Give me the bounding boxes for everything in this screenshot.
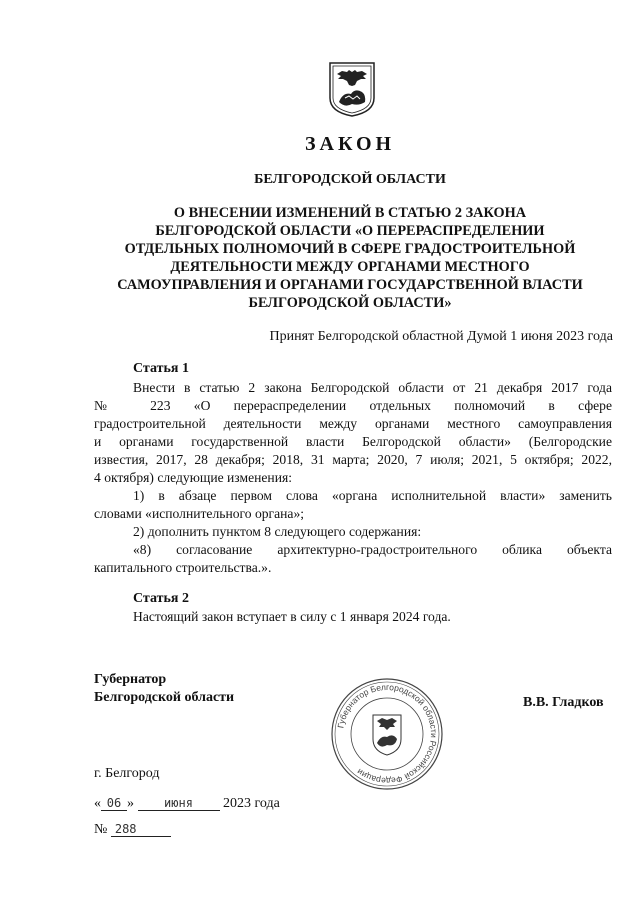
svg-text:Губернатор Белгородской област: Губернатор Белгородской области Российской Федерации: [335, 681, 440, 787]
law-subject-line: О ВНЕСЕНИИ ИЗМЕНЕНИЙ В СТАТЬЮ 2 ЗАКОНА: [173, 205, 527, 221]
date-open-quote: «: [94, 796, 101, 811]
article-1-line: словами «исполнительного органа»;: [94, 506, 305, 521]
law-subject-line: БЕЛГОРОДСКОЙ ОБЛАСТИ «О ПЕРЕРАСПРЕДЕЛЕНИИ: [155, 223, 545, 239]
article-1-line: Внести в статью 2 закона Белгородской области от 21 декабря 2017 года: [133, 380, 612, 395]
date-close-quote: »: [127, 796, 134, 811]
document-type-heading: ЗАКОН: [304, 133, 396, 155]
signer-name: В.В. Гладков: [523, 695, 604, 710]
signer-region: Белгородской области: [94, 690, 235, 705]
number-label: №: [94, 822, 108, 837]
coat-of-arms-icon: [329, 62, 375, 117]
article-1-line: капитального строительства.».: [94, 560, 272, 575]
article-1-heading: Статья 1: [133, 361, 189, 376]
law-subject-line: САМОУПРАВЛЕНИЯ И ОРГАНАМИ ГОСУДАРСТВЕННОЙ ВЛАСТИ: [117, 277, 583, 293]
date-day: 06: [101, 796, 127, 811]
signing-date: [94, 796, 280, 812]
number-value: 288: [111, 822, 171, 837]
law-subject-line: БЕЛГОРОДСКОЙ ОБЛАСТИ»: [248, 295, 452, 311]
article-1-line: известия, 2017, 28 декабря; 2018, 31 марта; 2020, 7 июля; 2021, 5 октября; 2022,: [94, 452, 612, 467]
city-label: г. Белгород: [94, 766, 160, 781]
article-1-line: и органами государственной власти Белгородской области» (Белгородские: [94, 434, 612, 449]
date-year: 2023 года: [223, 796, 280, 811]
date-month: июня: [138, 796, 220, 811]
region-heading: БЕЛГОРОДСКОЙ ОБЛАСТИ: [254, 172, 446, 187]
law-subject-line: ОТДЕЛЬНЫХ ПОЛНОМОЧИЙ В СФЕРЕ ГРАДОСТРОИТЕЛЬНОЙ: [124, 241, 576, 257]
signer-title: Губернатор: [94, 672, 167, 687]
registration-number: [94, 822, 171, 838]
official-seal: [330, 677, 444, 791]
article-1-line: «8) согласование архитектурно-градостроительного облика объекта: [133, 542, 612, 557]
article-1-line: 1) в абзаце первом слова «органа исполнительной власти» заменить: [133, 488, 612, 503]
article-1-line: градостроительной деятельности между органами местного самоуправления: [94, 416, 612, 431]
adoption-note: Принят Белгородской областной Думой 1 июня 2023 года: [269, 329, 613, 344]
article-1-line: 2) дополнить пунктом 8 следующего содержания:: [133, 524, 422, 539]
article-2-heading: Статья 2: [133, 591, 189, 606]
article-2-text: Настоящий закон вступает в силу с 1 января 2024 года.: [133, 609, 451, 624]
article-1-line: 4 октября) следующие изменения:: [94, 470, 293, 485]
article-1-line: № 223 «О перераспределении отдельных полномочий в сфере: [94, 398, 612, 413]
law-subject-line: ДЕЯТЕЛЬНОСТИ МЕЖДУ ОРГАНАМИ МЕСТНОГО: [170, 259, 530, 275]
